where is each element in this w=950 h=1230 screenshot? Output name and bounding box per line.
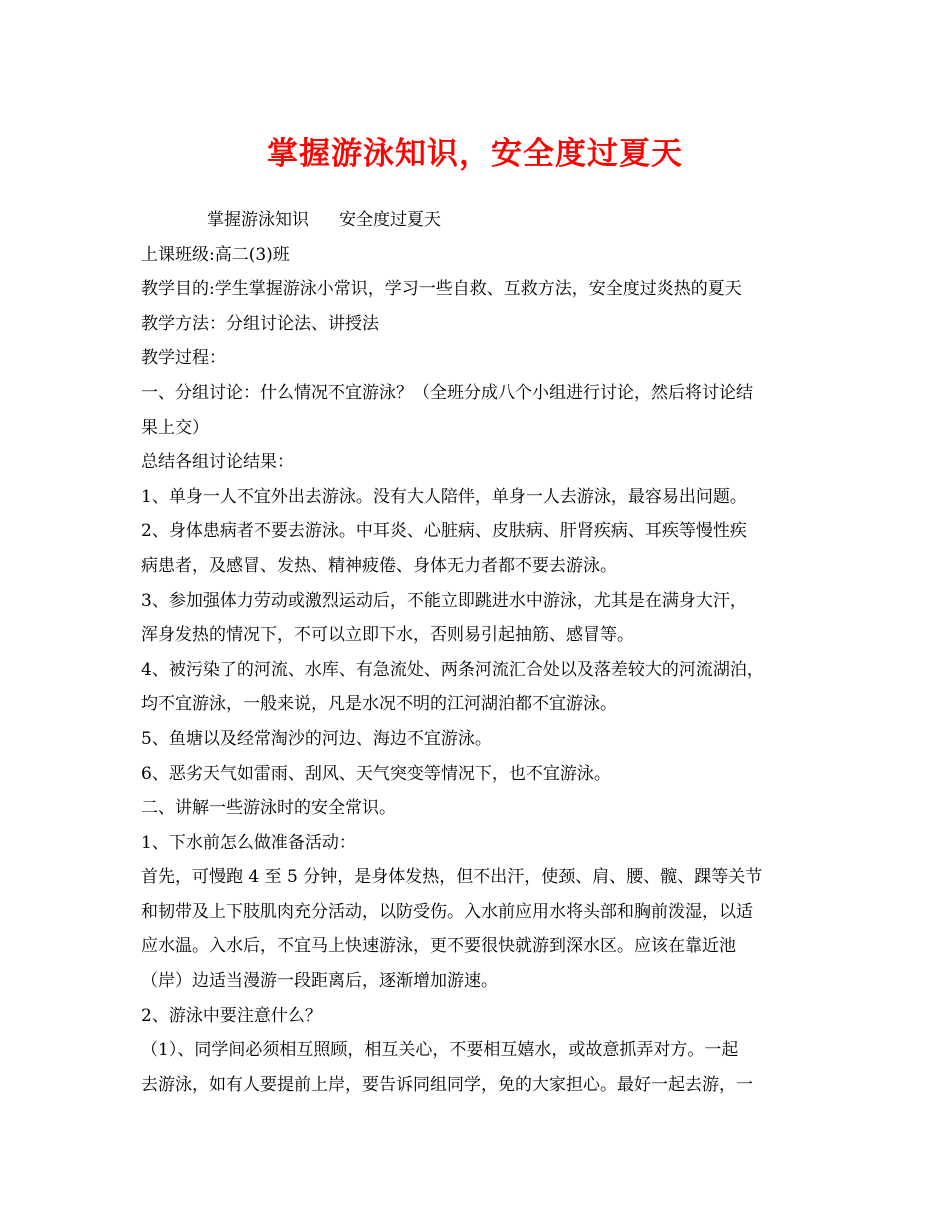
- text-line: 3、参加强体力劳动或激烈运动后，不能立即跳进水中游泳，尤其是在满身大汗，: [141, 590, 747, 611]
- text-line: 1、下水前怎么做准备活动：: [141, 832, 356, 853]
- text-line: 4、被污染了的河流、水库、有急流处、两条河流汇合处以及落差较大的河流湖泊，: [141, 659, 764, 680]
- text-line: （1）、同学间必须相互照顾，相互关心，不要相互嬉水，或故意抓弄对方。一起: [141, 1040, 739, 1061]
- text-line: 教学过程：: [141, 348, 226, 369]
- text-line: 总结各组讨论结果：: [141, 452, 294, 473]
- text-line: 上课班级:高二(3)班: [141, 244, 290, 265]
- text-line: 5、鱼塘以及经常淘沙的河边、海边不宜游泳。: [141, 728, 492, 749]
- text-line: 果上交）: [141, 417, 209, 438]
- subtitle-left: 掌握游泳知识: [207, 210, 309, 230]
- text-line: （岸）边适当漫游一段距离后，逐渐增加游速。: [141, 971, 498, 992]
- text-line: 浑身发热的情况下，不可以立即下水，否则易引起抽筋、感冒等。: [141, 625, 634, 646]
- text-line: 2、游泳中要注意什么？: [141, 1005, 322, 1026]
- text-line: 和韧带及上下肢肌肉充分活动，以防受伤。入水前应用水将头部和胸前泼湿，以适: [141, 901, 753, 922]
- text-line: 二、讲解一些游泳时的安全常识。: [141, 798, 396, 819]
- subtitle-right: 安全度过夏天: [339, 210, 441, 230]
- text-line: 均不宜游泳，一般来说，凡是水况不明的江河湖泊都不宜游泳。: [141, 694, 617, 715]
- text-line: 一、分组讨论：什么情况不宜游泳？（全班分成八个小组进行讨论，然后将讨论结: [141, 382, 753, 403]
- document-subtitle: [141, 203, 810, 238]
- text-line: 6、恶劣天气如雷雨、刮风、天气突变等情况下，也不宜游泳。: [141, 763, 611, 784]
- document-title: 掌握游泳知识，安全度过夏天: [267, 136, 683, 172]
- text-line: 1、单身一人不宜外出去游泳。没有大人陪伴，单身一人去游泳，最容易出问题。: [141, 486, 747, 507]
- text-line: 应水温。入水后，不宜马上快速游泳，更不要很快就游到深水区。应该在靠近池: [141, 936, 736, 957]
- text-line: 2、身体患病者不要去游泳。中耳炎、心脏病、皮肤病、肝肾疾病、耳疾等慢性疾: [141, 521, 747, 542]
- document-body: [141, 203, 810, 1102]
- text-line: 病患者，及感冒、发热、精神疲倦、身体无力者都不要去游泳。: [141, 555, 617, 576]
- text-line: 去游泳，如有人要提前上岸，要告诉同组同学，免的大家担心。最好一起去游，一: [141, 1074, 753, 1095]
- text-line: 教学目的:学生掌握游泳小常识，学习一些自救、互救方法，安全度过炎热的夏天: [141, 279, 742, 300]
- text-line: 首先，可慢跑 4 至 5 分钟，是身体发热，但不出汗，使颈、肩、腰、髋、踝等关节: [141, 867, 763, 888]
- text-line: 教学方法：分组讨论法、讲授法: [141, 313, 379, 334]
